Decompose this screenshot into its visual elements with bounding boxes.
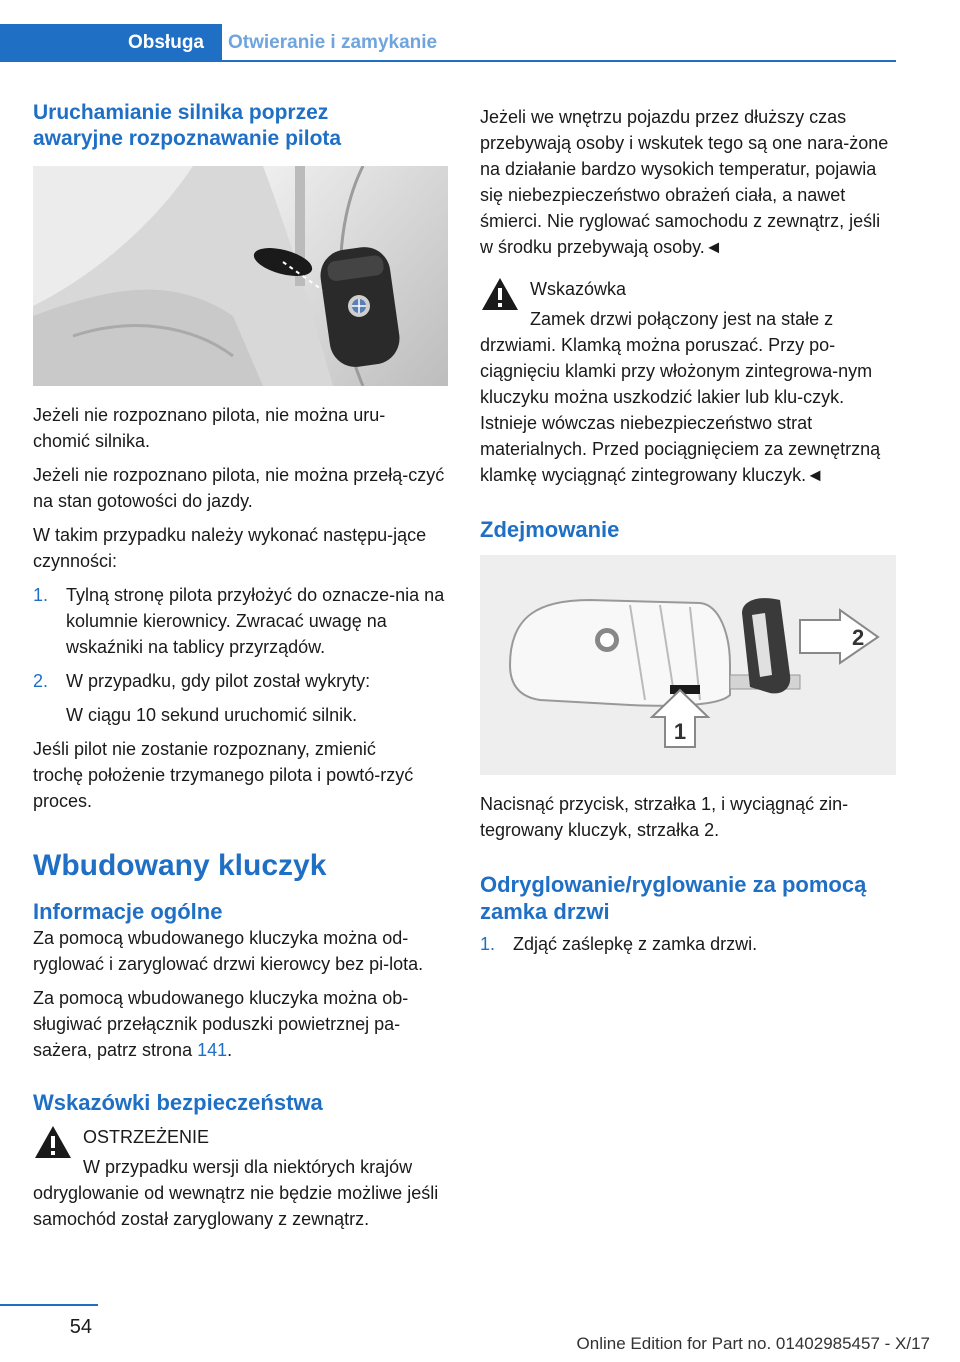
heading-built-in-key: Wbudowany kluczyk [33,849,327,882]
paragraph-text: . [227,1040,233,1060]
list-item [33,668,448,728]
list-text: Tylną stronę pilota przyłożyć do oznacze‐nia na kolumnie kierownicy. Zwracać uwagę na wskaźniki na tablicy przyrządów. [66,585,445,657]
list-text: Zdjąć zaślepkę z zamka drzwi. [513,934,758,954]
list-number: 2. [33,671,49,691]
heading-removal: Zdejmowanie [480,517,620,542]
arrow-2-label: 2 [852,625,865,650]
note-text: Zamek drzwi połączony jest na stałe z drzwiami. Klamką można poruszać. Przy po‐ciągnięciu klamki przy włożonym zintegrowa‐nym kluczyku można uszkodzić lakier lub klu‐czyk. Istnieje wówczas niebezpieczeństwo strat materialnych. Przed pociągnięciem za zewnętrzną klamkę wyciągnąć zintegrowany kluczyk.◄ [480,309,881,485]
key-removal-illustration [480,555,896,775]
paragraph [33,985,448,1063]
list-number: 1. [480,934,496,954]
warning-title: OSTRZEŻENIE [83,1127,210,1147]
paragraph: Jeżeli nie rozpoznano pilota, nie można przełą‐czyć na stan gotowości do jazdy. [33,465,445,511]
page-number: 54 [69,1316,92,1338]
subsection-tab: Otwieranie i zamykanie [228,32,438,53]
heading-safety-notes: Wskazówki bezpieczeństwa [33,1090,323,1115]
list-number: 1. [33,585,49,605]
list-item [33,582,448,660]
edition-note: Online Edition for Part no. 01402985457 - X/17 [576,1334,930,1353]
paragraph: Jeśli pilot nie zostanie rozpoznany, zmienić trochę położenie trzymanego pilota i powtó‐rzyć proces. [33,739,414,811]
left-column [33,100,448,1232]
heading-emergency-start: Uruchamianie silnika poprzez awaryjne rozpoznawanie pilota [33,101,342,150]
lock-steps-list [480,931,896,957]
paragraph-text: Za pomocą wbudowanego kluczyka można ob‐sługiwać przełącznik poduszki powietrznej pa‐sażera, patrz strona [33,988,409,1060]
heading-general-info: Informacje ogólne [33,899,223,924]
page-link[interactable]: 141 [197,1040,228,1060]
paragraph: Jeżeli nie rozpoznano pilota, nie można uru‐chomić silnika. [33,405,386,451]
list-item [480,931,896,957]
page-header [0,24,896,62]
header-rule [222,60,896,62]
paragraph: W takim przypadku należy wykonać następu‐jące czynności: [33,525,427,571]
steering-column-illustration [33,166,448,386]
warning-text: W przypadku wersji dla niektórych krajów odryglowanie od wewnątrz nie będzie możliwe jeśli samochód został zaryglowany z zewnątrz. [33,1157,439,1229]
arrow-1-label: 1 [673,719,687,744]
paragraph: Nacisnąć przycisk, strzałka 1, i wyciągnąć zin‐tegrowany kluczyk, strzałka 2. [480,794,849,840]
section-tab: Obsługa [0,24,222,62]
list-subtext: W ciągu 10 sekund uruchomić silnik. [66,705,358,725]
footer-rule [0,1304,98,1306]
steps-list [33,582,448,728]
warning-icon [33,1124,73,1160]
note-block [480,276,896,488]
list-text: W przypadku, gdy pilot został wykryty: [66,671,371,691]
warning-block [33,1124,448,1232]
note-title: Wskazówka [530,279,627,299]
right-column [480,104,896,957]
heading-door-lock: Odryglowanie/ryglowanie za pomocą zamka drzwi [480,872,867,924]
paragraph: Za pomocą wbudowanego kluczyka można od‐ryglować i zaryglować drzwi kierowcy bez pi‐lota. [33,928,424,974]
warning-icon [480,276,520,312]
paragraph: Jeżeli we wnętrzu pojazdu przez dłuższy czas przebywają osoby i wskutek tego są one nara‐żone na działanie bardzo wysokich temperatur, pojawia się niebezpieczeństwo obrażeń ciała, a nawet śmierci. Nie ryglować samochodu z zewnątrz, jeśli w środku przebywają osoby.◄ [480,107,889,257]
